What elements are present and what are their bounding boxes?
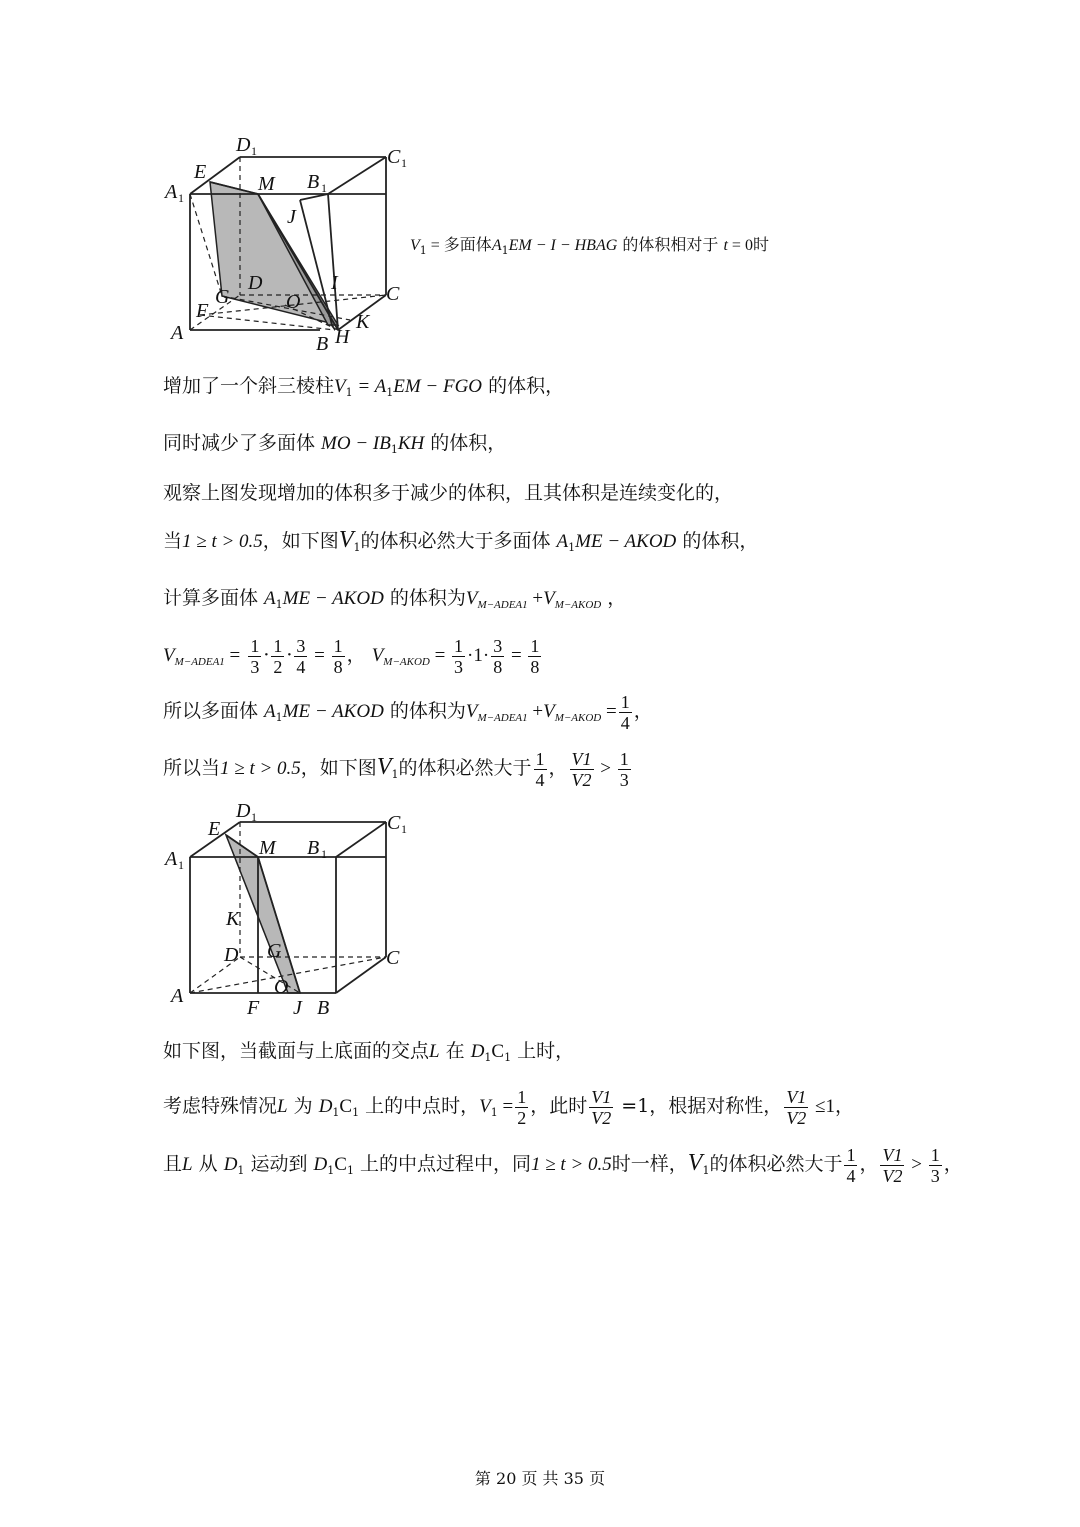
- fig2-label-D1: D: [236, 800, 251, 822]
- text-line-7: 所以多面体 $A_1ME$ − AKOD 的体积为$V_{M-ADEA1} +V_{M-AKOD}$ = $\frac{1}{4}$ ，: [163, 691, 653, 733]
- fig1-label-A1: A: [165, 181, 178, 203]
- text-line-5: 计算多面体 $A_1ME$ − AKOD 的体积为$V_{M-ADEA1} +V_{M-AKOD}$ ，: [163, 587, 627, 611]
- fig1-label-H: H: [335, 326, 350, 348]
- fig1-label-C: C: [386, 283, 400, 305]
- fig1-label-K: K: [356, 311, 370, 333]
- frac-1-8: $\frac{1}{8}$: [333, 635, 343, 677]
- fig1-label-D1: D: [236, 134, 251, 156]
- frac-1-8b: $\frac{1}{8}$: [530, 635, 540, 677]
- fig2-label-B1-sub: 1: [321, 847, 327, 861]
- frac-1-2b: $\frac{1}{2}$: [517, 1086, 527, 1128]
- fig1-label-B1: B: [307, 171, 320, 193]
- fig2-label-A1: A: [165, 848, 178, 870]
- fig2-label-B: B: [317, 997, 330, 1019]
- fig2-label-E: E: [208, 818, 221, 840]
- frac-1-4c: $\frac{1}{4}$: [846, 1144, 856, 1186]
- fig2-label-A: A: [171, 985, 184, 1007]
- text-line-9: 如下图，当截面与上底面的交点L 在 $D_1C_1$ 上时，: [163, 1040, 575, 1064]
- text-line-10: 考虑特殊情况L 为 $D_1C_1$ 上的中点时，$V_1$ = $\frac{1}{2}$ ，此时 $\frac{V1}{V2}$ =1，根据对称性， $\frac{V1}{V2}$ ≤1，: [163, 1086, 854, 1128]
- frac-v1-v2c: $\frac{V1}{V2}$: [786, 1086, 807, 1128]
- fig2-label-B1: B: [307, 837, 320, 859]
- fig1-label-J: J: [287, 206, 296, 228]
- figure-2-cube: [160, 795, 420, 1020]
- frac-1-4: $\frac{1}{4}$: [620, 691, 630, 733]
- frac-v1-v2b: $\frac{V1}{V2}$: [591, 1086, 612, 1128]
- fig2-label-D: D: [224, 944, 239, 966]
- fig2-label-C: C: [386, 947, 400, 969]
- fig2-label-M: M: [259, 837, 276, 859]
- fig1-label-F: F: [196, 300, 209, 322]
- frac-3-8: $\frac{3}{8}$: [493, 635, 503, 677]
- fig1-label-D: D: [248, 272, 263, 294]
- fig1-label-B: B: [316, 333, 329, 355]
- frac-1-3d: $\frac{1}{3}$: [930, 1144, 940, 1186]
- fig2-label-J: J: [293, 997, 302, 1019]
- text-line-4: 当1 ≥ t > 0.5，如下图$V_1$的体积必然大于多面体 $A_1ME$ − AKOD 的体积，: [163, 527, 759, 554]
- fig1-label-E: E: [194, 161, 207, 183]
- frac-v1-v2: $\frac{V1}{V2}$: [571, 748, 592, 790]
- fig1-label-I: I: [331, 272, 338, 294]
- frac-1-4b: $\frac{1}{4}$: [535, 748, 545, 790]
- fig1-label-B1-sub: 1: [321, 181, 327, 195]
- fig1-label-A1-sub: 1: [178, 191, 184, 205]
- page-footer: 第 20 页 共 35 页: [474, 1469, 606, 1488]
- fig1-label-C1: C: [387, 146, 401, 168]
- frac-1-2: $\frac{1}{2}$: [273, 635, 283, 677]
- text-line-3: 观察上图发现增加的体积多于减少的体积，且其体积是连续变化的，: [163, 482, 734, 504]
- frac-1-3b: $\frac{1}{3}$: [454, 635, 464, 677]
- fig1-label-O: O: [286, 291, 301, 313]
- text-line-8: 所以当1 ≥ t > 0.5，如下图$V_1$的体积必然大于 $\frac{1}{4}$ ， $\frac{V1}{V2}$ > $\frac{1}{3}$: [163, 748, 629, 790]
- fig1-label-D1-sub: 1: [251, 144, 257, 158]
- text-line-6: $V_{M-ADEA1}$ = $\frac{1}{3}$ · $\frac{1}{2}$ · $\frac{3}{4}$ = $\frac{1}{8}$ ， $V_{M-AKOD}$ = $\frac{1}{3}$ ·1· $\frac{3}{8}$ = $\frac{1}{8}$: [163, 635, 540, 677]
- fig2-label-G: G: [267, 940, 282, 962]
- text-line-1: 增加了一个斜三棱柱$V_1 = A_1EM$ − FGO 的体积，: [163, 375, 565, 399]
- fig1-label-M: M: [258, 173, 275, 195]
- fig2-label-C1: C: [387, 812, 401, 834]
- fig1-label-G: G: [215, 286, 230, 308]
- fig2-label-A1-sub: 1: [178, 858, 184, 872]
- fig2-label-O: O: [274, 976, 289, 998]
- text-line-2: 同时减少了多面体 MO − $IB_1KH$ 的体积，: [163, 432, 507, 456]
- frac-1-3c: $\frac{1}{3}$: [619, 748, 629, 790]
- frac-1-3: $\frac{1}{3}$: [250, 635, 260, 677]
- figure-1-cube: [160, 125, 420, 360]
- fig2-label-D1-sub: 1: [251, 810, 257, 824]
- text-line-11: 且L 从 $D_1$ 运动到 $D_1C_1$ 上的中点过程中，同1 ≥ t > 0.5时一样，$V_1$的体积必然大于 $\frac{1}{4}$ ， $\frac{V1}{V2}$ > $\frac{1}{3}$ ，: [163, 1144, 963, 1186]
- fig2-label-C1-sub: 1: [401, 822, 407, 836]
- fig1-label-C1-sub: 1: [401, 156, 407, 170]
- fig2-label-K: K: [226, 908, 240, 930]
- frac-v1-v2d: $\frac{V1}{V2}$: [882, 1144, 903, 1186]
- fig1-label-A: A: [171, 322, 184, 344]
- figure-1-caption: $V_1$ = 多面体$A_1EM - I$ − HBAG 的体积相对于 t = 0时: [410, 235, 769, 257]
- fig2-label-F: F: [247, 997, 260, 1019]
- frac-3-4: $\frac{3}{4}$: [296, 635, 306, 677]
